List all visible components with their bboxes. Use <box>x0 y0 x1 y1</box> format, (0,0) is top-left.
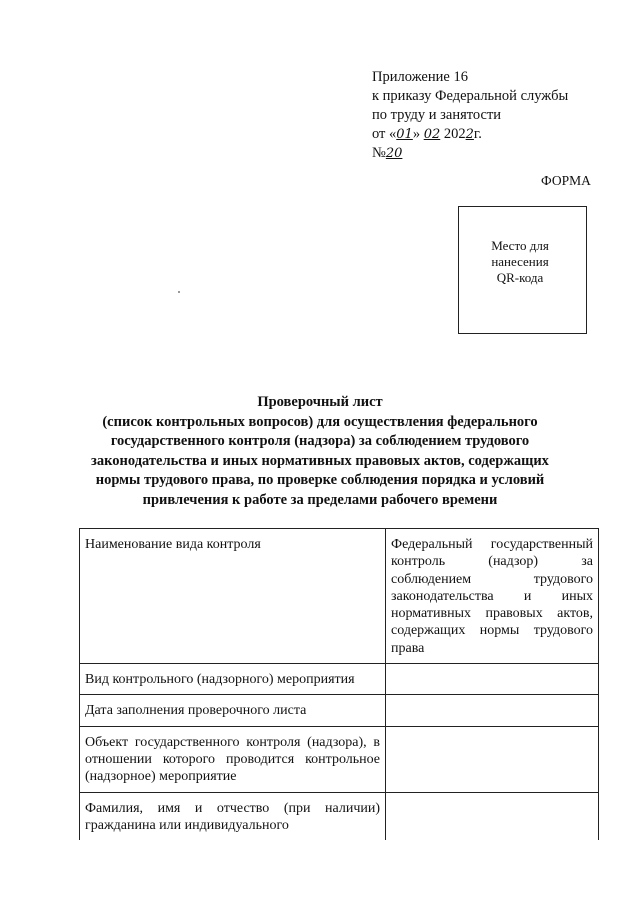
row-value: Федеральный государственный контроль (надзор) за соблюдением трудового законодательства и иных нормативных правовых актов, содержащих нормы трудового права <box>386 529 599 664</box>
document-title <box>78 393 562 510</box>
qr-line-2: нанесения <box>491 254 549 269</box>
title-line-4: законодательства и иных нормативных правовых актов, содержащих <box>91 452 549 469</box>
table-row <box>80 726 599 792</box>
appendix-date <box>372 125 568 144</box>
row-value <box>386 695 599 726</box>
title-line-2: (список контрольных вопросов) для осуществления федерального <box>102 413 538 430</box>
qr-placeholder-text <box>491 238 549 286</box>
date-mid: » <box>412 126 424 142</box>
scan-speck <box>178 291 180 293</box>
table-row <box>80 664 599 695</box>
row-value <box>386 792 599 840</box>
row-label: Фамилия, имя и отчество (при наличии) гражданина или индивидуального <box>80 792 386 840</box>
qr-line-1: Место для <box>491 238 549 253</box>
number-value: 20 <box>385 146 403 161</box>
row-label: Объект государственного контроля (надзора), в отношении которого проводится контрольное (надзорное) мероприятие <box>80 726 386 792</box>
date-year-prefix: 202 <box>440 126 466 142</box>
row-label: Наименование вида контроля <box>80 529 386 664</box>
row-value <box>386 664 599 695</box>
date-year-digit: 2 <box>465 127 474 142</box>
date-prefix: от « <box>372 126 397 142</box>
appendix-order-ref: к приказу Федеральной службы <box>372 88 569 104</box>
table-row <box>80 529 599 664</box>
qr-code-placeholder <box>458 206 587 334</box>
form-label: ФОРМА <box>541 173 591 188</box>
qr-line-3: QR-кода <box>496 270 544 285</box>
title-line-6: привлечения к работе за пределами рабочего времени <box>142 491 498 508</box>
appendix-number: Приложение 16 <box>372 69 468 85</box>
checklist-info-table <box>79 528 599 840</box>
appendix-order-number <box>372 144 568 163</box>
appendix-header <box>372 68 568 163</box>
appendix-agency: по труду и занятости <box>372 107 502 123</box>
title-line-5: нормы трудового права, по проверке соблюдения порядка и условий <box>95 472 545 488</box>
row-label: Вид контрольного (надзорного) мероприятия <box>80 664 386 695</box>
date-month: 02 <box>423 127 441 142</box>
table-row <box>80 792 599 840</box>
date-suffix: г. <box>473 126 482 142</box>
title-line-3: государственного контроля (надзора) за соблюдением трудового <box>110 433 530 449</box>
table-row <box>80 695 599 726</box>
number-prefix: № <box>372 145 386 161</box>
row-value <box>386 726 599 792</box>
date-day: 01 <box>396 127 413 142</box>
row-label: Дата заполнения проверочного листа <box>80 695 386 726</box>
title-line-1: Проверочный лист <box>257 394 383 410</box>
